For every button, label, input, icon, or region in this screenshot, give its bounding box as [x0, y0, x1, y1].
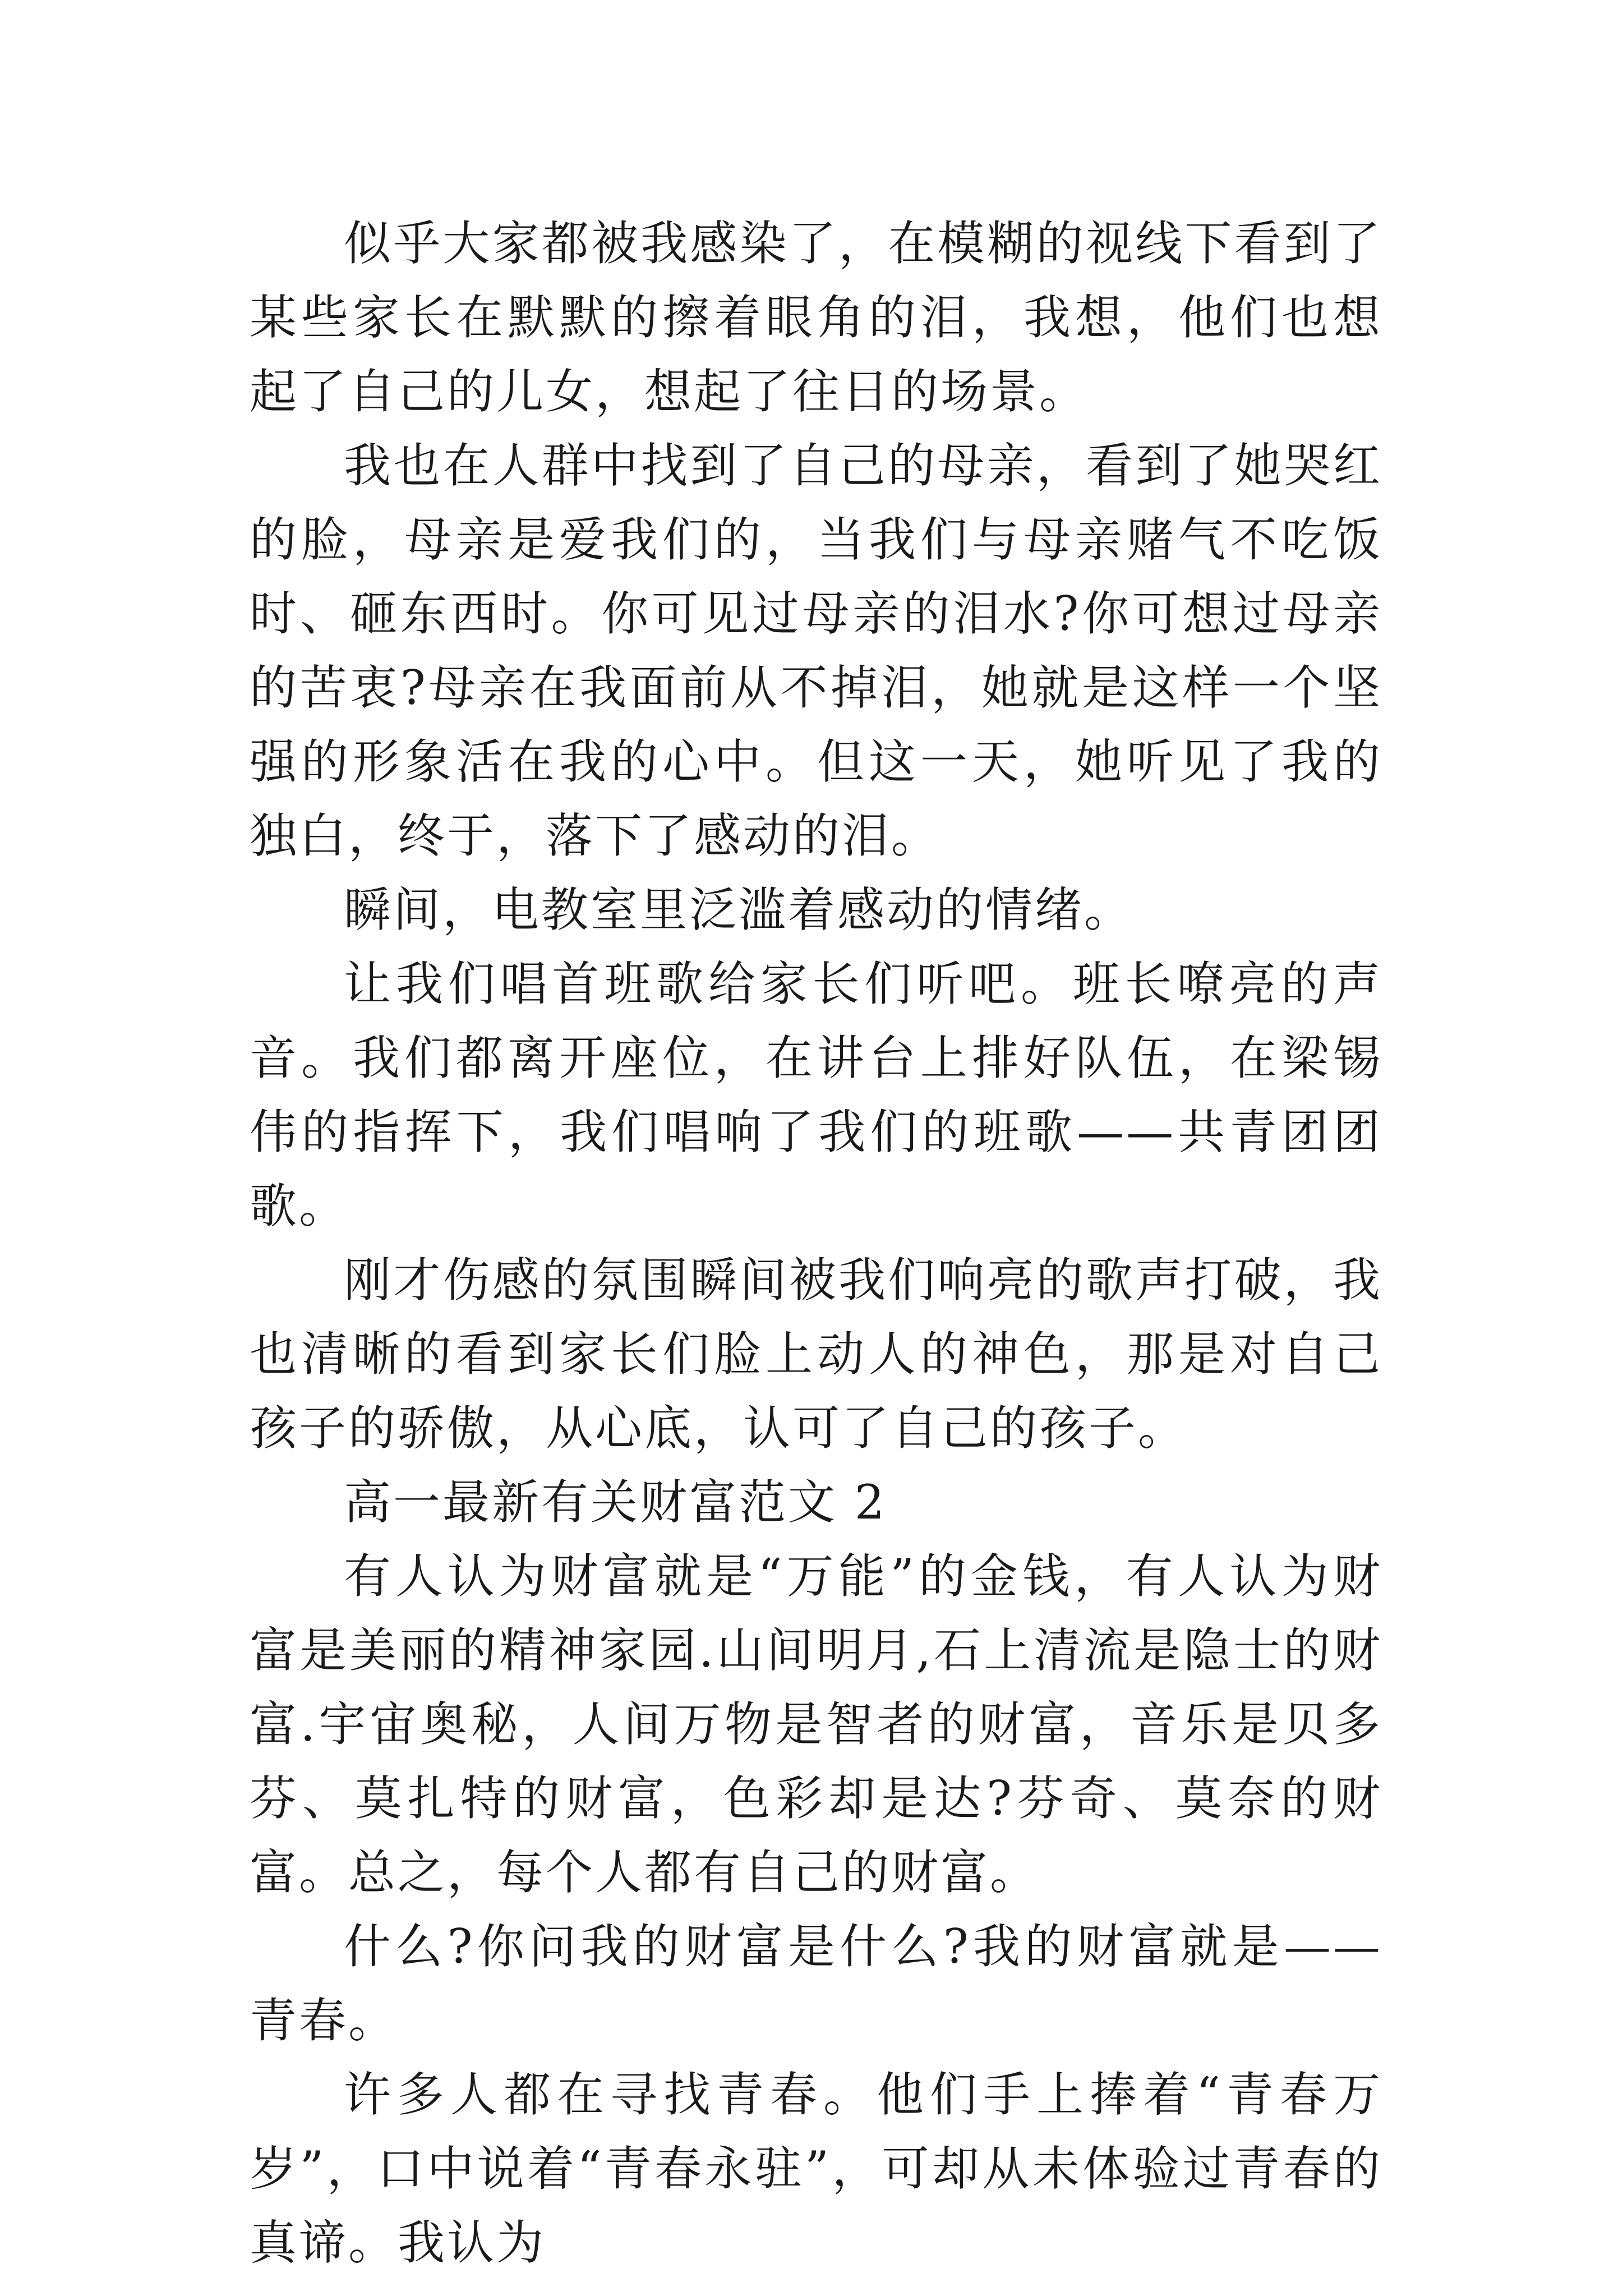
paragraph: 有人认为财富就是“万能”的金钱，有人认为财富是美丽的精神家园.山间明月,石上清流是隐士的财富.宇宙奥秘，人间万物是智者的财富，音乐是贝多芬、莫扎特的财富，色彩却是达?芬奇、莫奈的财富。总之，每个人都有自己的财富。: [250, 1549, 1382, 1900]
paragraph: 许多人都在寻找青春。他们手上捧着“青春万岁”，口中说着“青春永驻”，可却从未体验过青春的真谛。我认为: [250, 2067, 1382, 2270]
section-heading: 高一最新有关财富范文 2: [344, 1475, 887, 1530]
paragraph: 似乎大家都被我感染了，在模糊的视线下看到了某些家长在默默的擦着眼角的泪，我想，他们也想起了自己的儿女，想起了往日的场景。: [250, 216, 1382, 419]
paragraph: 我也在人群中找到了自己的母亲，看到了她哭红的脸，母亲是爱我们的，当我们与母亲赌气不吃饭时、砸东西时。你可见过母亲的泪水?你可想过母亲的苦衷?母亲在我面前从不掉泪，她就是这样一个坚强的形象活在我的心中。但这一天，她听见了我的独白，终于，落下了感动的泪。: [250, 438, 1382, 863]
body-text: [250, 206, 1382, 2280]
paragraph: 瞬间，电教室里泛滥着感动的情绪。: [344, 882, 1134, 937]
paragraph: 什么?你问我的财富是什么?我的财富就是——青春。: [250, 1919, 1382, 2048]
paragraph: 刚才伤感的氛围瞬间被我们响亮的歌声打破，我也清晰的看到家长们脸上动人的神色，那是对自己孩子的骄傲，从心底，认可了自己的孩子。: [250, 1253, 1382, 1456]
paragraph: 让我们唱首班歌给家长们听吧。班长嘹亮的声音。我们都离开座位，在讲台上排好队伍，在梁锡伟的指挥下，我们唱响了我们的班歌——共青团团歌。: [250, 956, 1382, 1234]
